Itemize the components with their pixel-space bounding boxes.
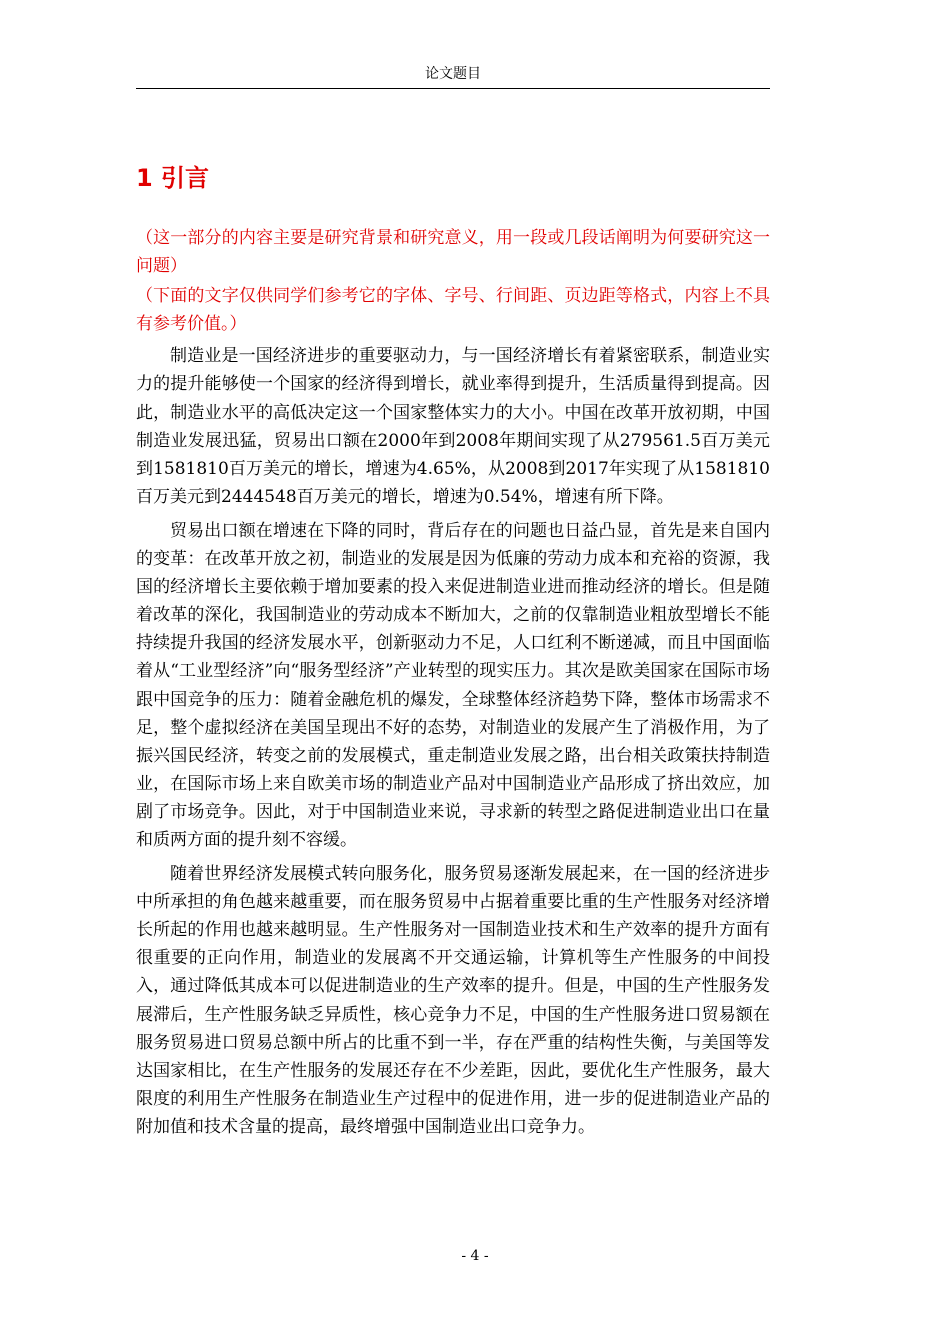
body-paragraph: 制造业是一国经济进步的重要驱动力，与一国经济增长有着紧密联系，制造业实力的提升能够使一个国家的经济得到增长，就业率得到提升，生活质量得到提高。因此，制造业水平的高低决定这一个国家整体实力的大小。中国在改革开放初期，中国制造业发展迅猛，贸易出口额在2000年到2008年期间实现了从279561.5百万美元到1581810百万美元的增长，增速为4.65%，从2008到2017年实现了从1581810百万美元到2444548百万美元的增长，增速为0.54%，增速有所下降。 — [136, 346, 770, 507]
header-divider — [136, 88, 770, 89]
body-text — [136, 224, 770, 1141]
instruction-note: （下面的文字仅供同学们参考它的字体、字号、行间距、页边距等格式，内容上不具有参考价值。） — [136, 286, 770, 335]
body-paragraph: 贸易出口额在增速在下降的同时，背后存在的问题也日益凸显，首先是来自国内的变革：在改革开放之初，制造业的发展是因为低廉的劳动力成本和充裕的资源，我国的经济增长主要依赖于增加要素的投入来促进制造业进而推动经济的增长。但是随着改革的深化，我国制造业的劳动成本不断加大，之前的仅靠制造业粗放型增长不能持续提升我国的经济发展水平，创新驱动力不足，人口红利不断递减，而且中国面临着从“工业型经济”向“服务型经济”产业转型的现实压力。其次是欧美国家在国际市场跟中国竞争的压力：随着金融危机的爆发，全球整体经济趋势下降，整体市场需求不足，整个虚拟经济在美国呈现出不好的态势，对制造业的发展产生了消极作用，为了振兴国民经济，转变之前的发展模式，重走制造业发展之路，出台相关政策扶持制造业，在国际市场上来自欧美市场的制造业产品对中国制造业产品形成了挤出效应，加剧了市场竞争。因此，对于中国制造业来说，寻求新的转型之路促进制造业出口在量和质两方面的提升刻不容缓。 — [136, 520, 770, 850]
body-paragraph: 随着世界经济发展模式转向服务化，服务贸易逐渐发展起来，在一国的经济进步中所承担的角色越来越重要，而在服务贸易中占据着重要比重的生产性服务对经济增长所起的作用也越来越明显。生产性服务对一国制造业技术和生产效率的提升方面有很重要的正向作用，制造业的发展离不开交通运输，计算机等生产性服务的中间投入，通过降低其成本可以促进制造业的生产效率的提升。但是，中国的生产性服务发展滞后，生产性服务缺乏异质性，核心竞争力不足，中国的生产性服务进口贸易额在服务贸易进口贸易总额中所占的比重不到一半，存在严重的结构性失衡，与美国等发达国家相比，在生产性服务的发展还存在不少差距，因此，要优化生产性服务，最大限度的利用生产性服务在制造业生产过程中的促进作用，进一步的促进制造业产品的附加值和技术含量的提高，最终增强中国制造业出口竞争力。 — [136, 864, 770, 1137]
section-heading: 1 引言 — [136, 164, 210, 192]
page-number: - 4 - — [461, 1248, 489, 1264]
running-header-title: 论文题目 — [425, 66, 481, 82]
instruction-note: （这一部分的内容主要是研究背景和研究意义，用一段或几段话阐明为何要研究这一问题） — [136, 228, 770, 277]
